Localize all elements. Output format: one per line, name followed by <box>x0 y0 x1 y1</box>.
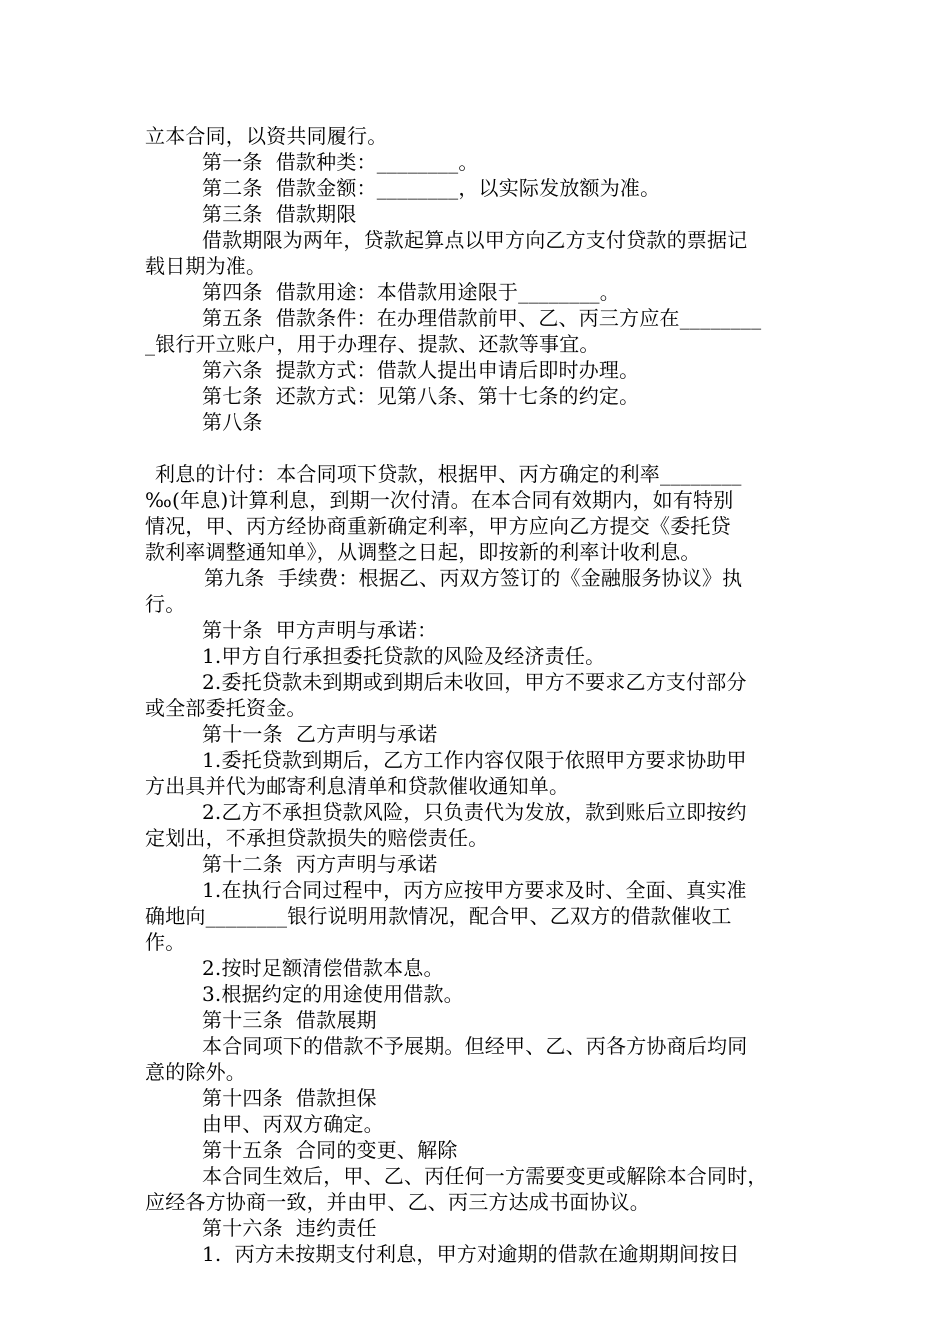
text-line: 借款期限为两年，贷款起算点以甲方向乙方支付贷款的票据记 <box>202 228 748 252</box>
text-line: 第五条 借款条件：在办理借款前甲、乙、丙三方应在________ <box>202 306 762 330</box>
text-line: 本合同生效后，甲、乙、丙任何一方需要变更或解除本合同时， <box>202 1164 768 1188</box>
text-line: 由甲、丙双方确定。 <box>202 1112 384 1136</box>
text-line: ‰(年息)计算利息，到期一次付清。在本合同有效期内，如有特别 <box>145 488 734 512</box>
text-line: _银行开立账户，用于办理存、提款、还款等事宜。 <box>145 332 600 356</box>
text-line: 载日期为准。 <box>145 254 267 278</box>
text-line: 立本合同，以资共同履行。 <box>145 124 388 148</box>
text-line: 确地向________银行说明用款情况，配合甲、乙双方的借款催收工 <box>145 904 732 928</box>
text-line: 或全部委托资金。 <box>145 696 307 720</box>
text-line: 第十四条 借款担保 <box>202 1086 377 1110</box>
text-line: 第三条 借款期限 <box>202 202 357 226</box>
text-line: 情况，甲、丙方经协商重新确定利率，甲方应向乙方提交《委托贷 <box>145 514 731 538</box>
text-line: 第七条 还款方式：见第八条、第十七条的约定。 <box>202 384 640 408</box>
text-line: 1.在执行合同过程中，丙方应按甲方要求及时、全面、真实准 <box>202 878 747 902</box>
text-line: 应经各方协商一致，并由甲、乙、丙三方达成书面协议。 <box>145 1190 650 1214</box>
text-line: 定划出，不承担贷款损失的赔偿责任。 <box>145 826 489 850</box>
text-line: 3.根据约定的用途使用借款。 <box>202 982 464 1006</box>
text-line: 款利率调整通知单》，从调整之日起，即按新的利率计收利息。 <box>145 540 701 564</box>
text-line: 第九条 手续费：根据乙、丙双方签订的《金融服务协议》执 <box>204 566 743 590</box>
text-line: 方出具并代为邮寄利息清单和贷款催收通知单。 <box>145 774 570 798</box>
text-line: 第十条 甲方声明与承诺： <box>202 618 438 642</box>
text-line: 第六条 提款方式：借款人提出申请后即时办理。 <box>202 358 640 382</box>
text-line: 第八条 <box>202 410 263 434</box>
text-line: 本合同项下的借款不予展期。但经甲、乙、丙各方协商后均同 <box>202 1034 748 1058</box>
text-line: 2.乙方不承担贷款风险，只负责代为发放，款到账后立即按约 <box>202 800 747 824</box>
text-line: 第十一条 乙方声明与承诺 <box>202 722 438 746</box>
text-line: 第十五条 合同的变更、解除 <box>202 1138 458 1162</box>
text-line: 2.按时足额清偿借款本息。 <box>202 956 444 980</box>
text-line: 作。 <box>145 930 186 954</box>
text-line: 1.甲方自行承担委托贷款的风险及经济责任。 <box>202 644 606 668</box>
text-line: 第四条 借款用途：本借款用途限于________。 <box>202 280 620 304</box>
text-line: 行。 <box>145 592 186 616</box>
text-line: 2.委托贷款未到期或到期后未收回，甲方不要求乙方支付部分 <box>202 670 747 694</box>
text-line: 第一条 借款种类：________。 <box>202 150 479 174</box>
text-line: 1. 丙方未按期支付利息，甲方对逾期的借款在逾期期间按日 <box>202 1242 740 1266</box>
text-line: 1.委托贷款到期后，乙方工作内容仅限于依照甲方要求协助甲 <box>202 748 747 772</box>
text-line: 意的除外。 <box>145 1060 246 1084</box>
text-line: 第十二条 丙方声明与承诺 <box>202 852 438 876</box>
text-line: 第十三条 借款展期 <box>202 1008 377 1032</box>
text-line: 利息的计付：本合同项下贷款，根据甲、丙方确定的利率________ <box>155 462 742 486</box>
text-line: 第二条 借款金额：________，以实际发放额为准。 <box>202 176 661 200</box>
text-line: 第十六条 违约责任 <box>202 1216 377 1240</box>
